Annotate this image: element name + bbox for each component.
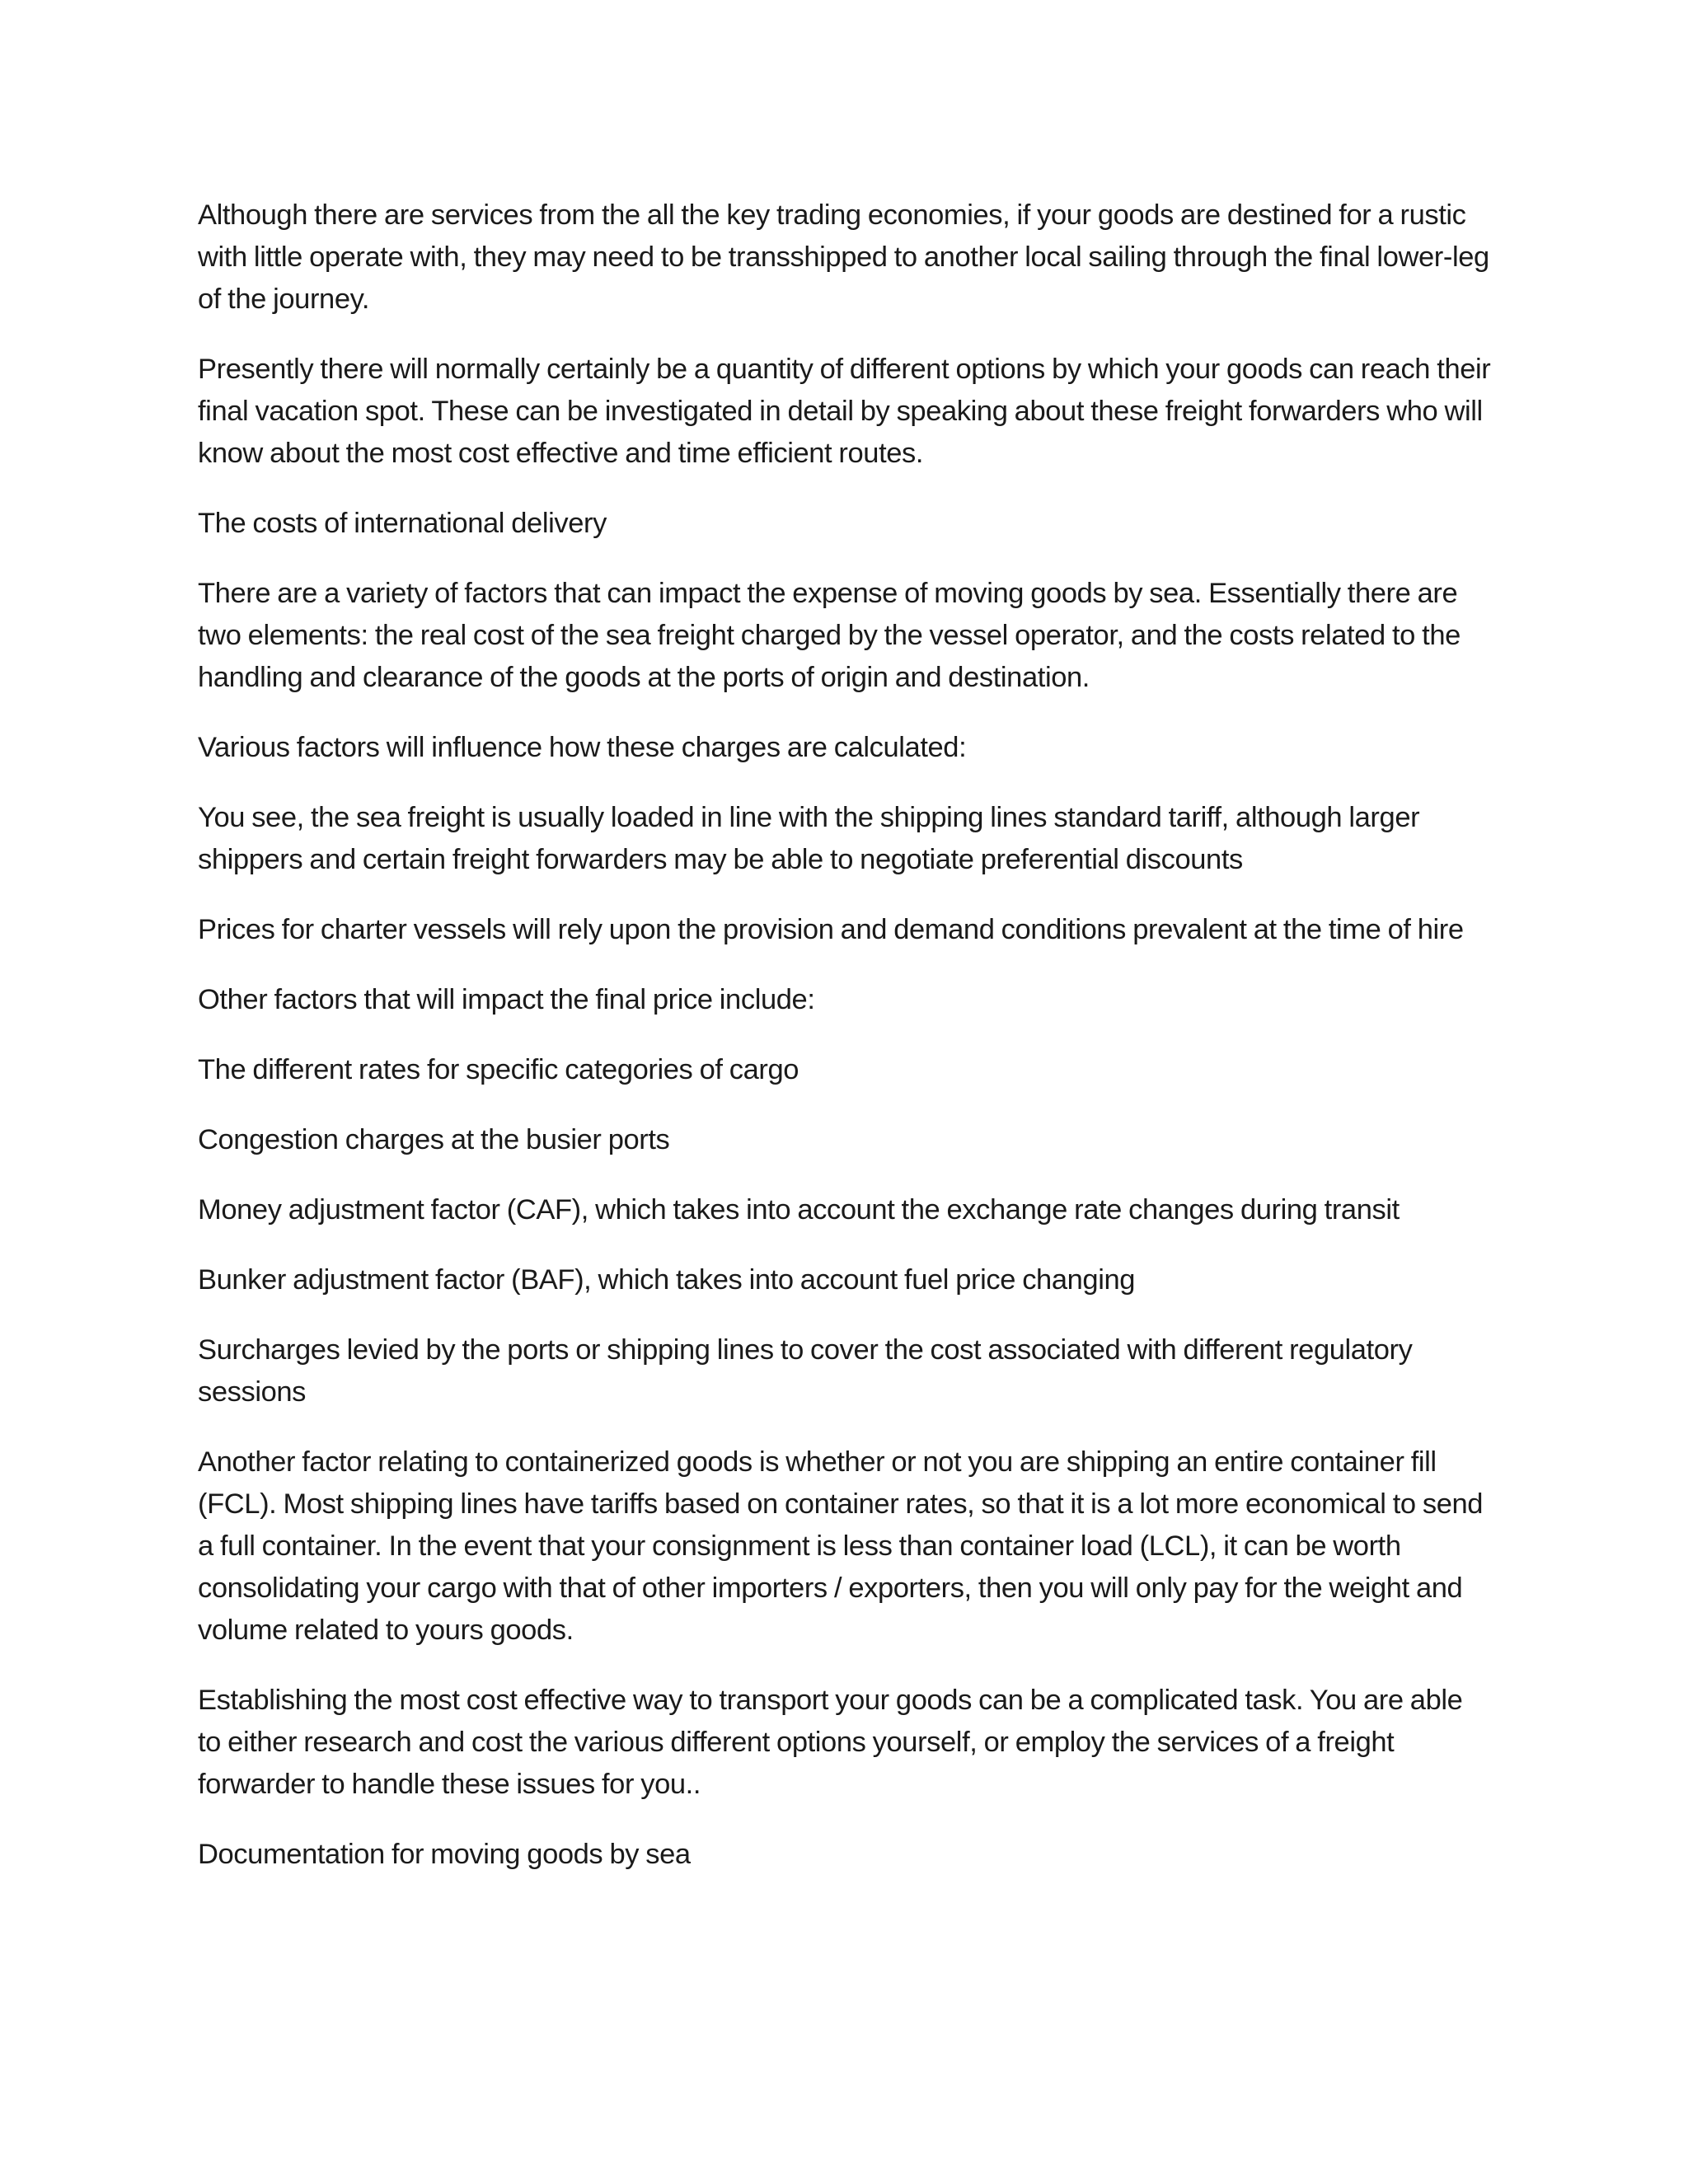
paragraph-other-factors: Other factors that will impact the final price include: bbox=[198, 984, 815, 1015]
paragraph-freight-forwarder: Establishing the most cost effective way to transport your goods can be a complicated task. You are able to either research and cost the various different options yourself, or employ the services of a freight forwarder to handle these issues for you.. bbox=[198, 1685, 1463, 1800]
heading-documentation: Documentation for moving goods by sea bbox=[198, 1839, 691, 1870]
list-item-surcharges: Surcharges levied by the ports or shipping lines to cover the cost associated with different regulatory sessions bbox=[198, 1334, 1413, 1408]
heading-costs-of-delivery: The costs of international delivery bbox=[198, 508, 607, 539]
list-item-baf: Bunker adjustment factor (BAF), which takes into account fuel price changing bbox=[198, 1264, 1136, 1296]
paragraph-cost-factors: There are a variety of factors that can impact the expense of moving goods by sea. Essentially there are two elements: the real cost of the sea freight charged by the vessel operator, and the costs related to the handling and clearance of the goods at the ports of origin and destination. bbox=[198, 578, 1461, 693]
paragraph-transshipment: Although there are services from the all the key trading economies, if your goods are destined for a rustic with little operate with, they may need to be transshipped to another local sailing through the final lower-leg of the journey. bbox=[198, 199, 1489, 315]
paragraph-standard-tariff: You see, the sea freight is usually loaded in line with the shipping lines standard tariff, although larger shippers and certain freight forwarders may be able to negotiate preferential discounts bbox=[198, 802, 1420, 875]
paragraph-route-options: Presently there will normally certainly be a quantity of different options by which your goods can reach their final vacation spot. These can be investigated in detail by speaking about these freight forwarders who will know about the most cost effective and time efficient routes. bbox=[198, 354, 1491, 469]
list-item-cargo-rates: The different rates for specific categories of cargo bbox=[198, 1054, 799, 1085]
document-body bbox=[198, 194, 1492, 1904]
list-item-caf: Money adjustment factor (CAF), which takes into account the exchange rate changes during transit bbox=[198, 1194, 1400, 1226]
list-item-congestion-charges: Congestion charges at the busier ports bbox=[198, 1124, 670, 1155]
paragraph-fcl-lcl: Another factor relating to containerized goods is whether or not you are shipping an entire container fill (FCL). Most shipping lines have tariffs based on container rates, so that it is a lot more economical to send a full container. In the event that your consignment is less than container load (LCL), it can be worth consolidating your cargo with that of other importers / exporters, then you will only pay for the weight and volume related to yours goods. bbox=[198, 1446, 1484, 1646]
paragraph-charge-calculation: Various factors will influence how these charges are calculated: bbox=[198, 732, 967, 763]
paragraph-charter-prices: Prices for charter vessels will rely upon the provision and demand conditions prevalent at the time of hire bbox=[198, 914, 1464, 945]
